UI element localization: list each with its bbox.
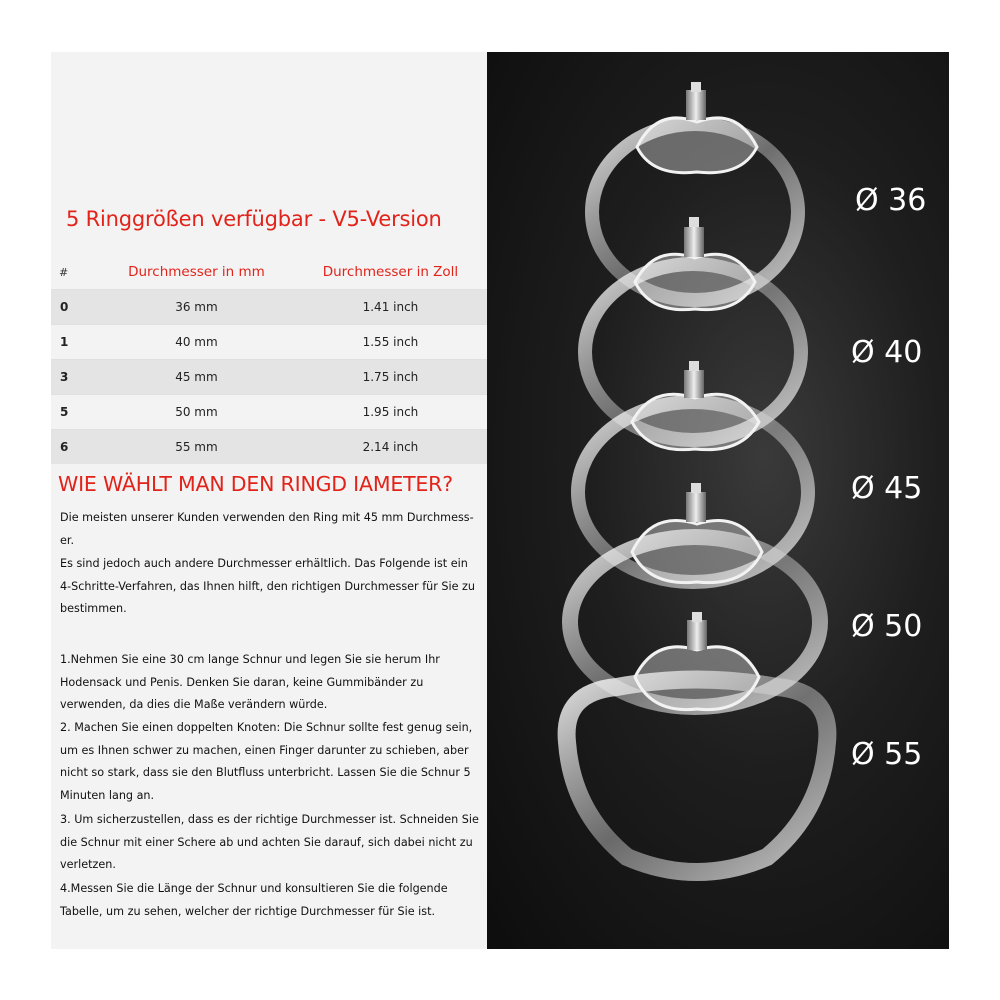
row-inch: 1.95 inch (294, 395, 487, 430)
column-header-inch: Durchmesser in Zoll (322, 264, 459, 280)
table-header-row (51, 255, 487, 290)
table-row (51, 430, 487, 465)
row-inch: 1.75 inch (294, 360, 487, 395)
row-mm: 36 mm (99, 290, 294, 325)
row-inch: 1.41 inch (294, 290, 487, 325)
step-3-text: 3. Um sicherzustellen, dass es der richtige Durchmesser ist. Schneiden Sie die Schnur mit einer Schere ab und achten Sie darauf, sich dabei nicht zu verletzen. (60, 813, 479, 872)
ring-55 (567, 612, 828, 872)
row-inch: 2.14 inch (294, 430, 487, 465)
row-index: 0 (51, 290, 99, 325)
intro-text-2: Es sind jedoch auch andere Durchmesser erhältlich. Das Folgende ist ein 4-Schritte-Verfahren, das Ihnen hilft, den richtigen Durchmesser für Sie zu bestimmen. (60, 557, 476, 616)
row-mm: 40 mm (99, 325, 294, 360)
step-2-text: 2. Machen Sie einen doppelten Knoten: Die Schnur sollte fest genug sein, um es Ihnen schwer zu machen, einen Finger darunter zu schieben, aber nicht so stark, dass sie den Blutfluss unterbricht. Lassen Sie die Schnur 5 Minuten lang an. (60, 721, 473, 802)
step-1-text: 1.Nehmen Sie eine 30 cm lange Schnur und legen Sie sie herum Ihr Hodensack und Penis. Denken Sie daran, keine Gummibänder zu verwenden, da dies die Maße verändern würde. (60, 653, 440, 712)
size-label-40: Ø 40 (851, 335, 923, 370)
page-title: 5 Ringgrößen verfügbar - V5-Version (66, 207, 442, 231)
row-mm: 55 mm (99, 430, 294, 465)
row-inch: 1.55 inch (294, 325, 487, 360)
row-mm: 50 mm (99, 395, 294, 430)
column-header-mm: Durchmesser in mm (128, 264, 265, 280)
intro-text: Die meisten unserer Kunden verwenden den Ring mit 45 mm Durchmess-er. (60, 511, 474, 547)
table-row (51, 360, 487, 395)
size-label-45: Ø 45 (851, 471, 923, 506)
column-header-index: # (59, 265, 69, 279)
table-row (51, 325, 487, 360)
section-heading: WIE WÄHLT MAN DEN RINGD IAMETER? (58, 472, 453, 496)
size-label-36: Ø 36 (855, 183, 927, 218)
product-image-panel (487, 52, 949, 949)
row-mm: 45 mm (99, 360, 294, 395)
size-label-55: Ø 55 (851, 737, 923, 772)
row-index: 3 (51, 360, 99, 395)
info-panel (51, 52, 487, 949)
table-row (51, 290, 487, 325)
step-4-text: 4.Messen Sie die Länge der Schnur und konsultieren Sie die folgende Tabelle, um zu sehen, welcher der richtige Durchmesser für Sie ist. (60, 882, 448, 918)
row-index: 1 (51, 325, 99, 360)
table-row (51, 395, 487, 430)
row-index: 6 (51, 430, 99, 465)
size-label-50: Ø 50 (851, 609, 923, 644)
row-index: 5 (51, 395, 99, 430)
size-table (51, 255, 487, 464)
